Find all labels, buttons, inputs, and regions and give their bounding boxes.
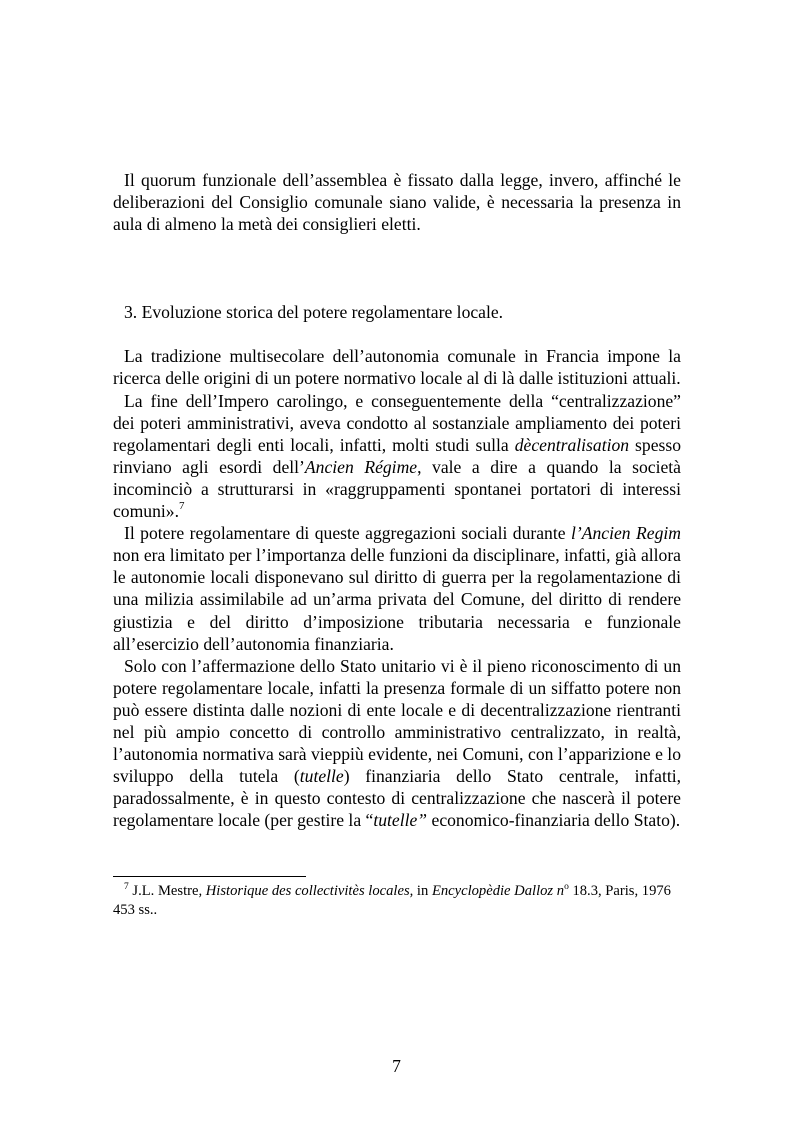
paragraph-stato [113,655,681,832]
italic-term: tutelle” [373,810,428,831]
paragraph-aggregazioni [113,522,681,655]
page-number: 7 [392,1056,401,1076]
footnote-in: in [413,883,432,899]
text-run: non era limitato per l’importanza delle funzioni da disciplinare, infatti, già allora le autonomie locali disponevano sul diritto di guerra per la regolamentazione di una milizia assimilabile ad un’arma privata del Comune, del diritto di rendere giustizia e del diritto d’imposizione tributaria necessaria e funzionale all’esercizio dell’autonomia finanziaria. [113,545,681,654]
footnote-number: 7 [124,882,129,892]
text-run: ) finanziaria dello Stato centrale, infatti, paradossalmente, è in questo contesto di centralizzazione che nascerà il potere regolamentare locale (per gestire la “ [113,766,682,831]
italic-term: tutelle [299,766,344,787]
text-run: La fine dell’Impero carolingo, e conseguentemente della “centralizzazione” dei poteri amministrativi, aveva condotto al sostanziale ampliamento dei poteri regolamentari degli enti locali, infatti, molti studi sulla [113,390,681,455]
footnote-title: , Historique des collectivitès locales, [198,883,414,899]
text-run: spesso rinviano agli esordi dell’ [113,434,682,477]
text-run: Il potere regolamentare di queste aggregazioni sociali durante [124,523,571,544]
paragraph-quorum: Il quorum funzionale dell’assemblea è fissato dalla legge, invero, affinché le deliberazioni del Consiglio comunale siano valide, è necessaria la presenza in aula di almeno la metà dei consiglieri eletti. [113,170,681,235]
footnote [113,882,681,919]
text-run: economico-finanziaria dello Stato). [427,810,681,831]
paragraph-impero [113,390,681,523]
text-run: , vale a dire a quando la società incominciò a strutturarsi in «raggruppamenti spontanei portatori di interessi comuni». [113,456,681,522]
italic-term: l’Ancien Regim [571,523,681,544]
page-body [113,169,681,831]
footnote-reference[interactable]: 7 [178,500,185,513]
paragraph-tradizione: La tradizione multisecolare dell’autonomia comunale in Francia impone la ricerca delle origini di un potere normativo locale al di là dalle istituzioni attuali. [113,346,681,389]
footnote-source: Encyclopèdie Dalloz n [431,883,565,899]
footnote-degree: o [564,882,569,892]
text-run: Solo con l’affermazione dello Stato unitario vi è il pieno riconoscimento di un potere regolamentare locale, infatti la presenza formale di un siffatto potere non può essere distinta dalle nozioni di ente locale e di decentralizzazione rientranti nel più ampio concetto di controllo amministrativo centralizzato, in realtà, l’autonomia normativa sarà vieppiù evidente, nei Comuni, con l’apparizione e lo sviluppo della tutela ( [113,655,681,787]
italic-term: Ancien Régime [304,456,418,477]
italic-term: dècentralisation [514,434,630,455]
footnote-divider [113,876,306,877]
footnote-rest: 18.3, Paris, 1976 453 ss.. [113,883,671,918]
section-heading: 3. Evoluzione storica del potere regolamentare locale. [124,302,504,323]
footnote-author: J.L. Mestre [128,883,199,899]
